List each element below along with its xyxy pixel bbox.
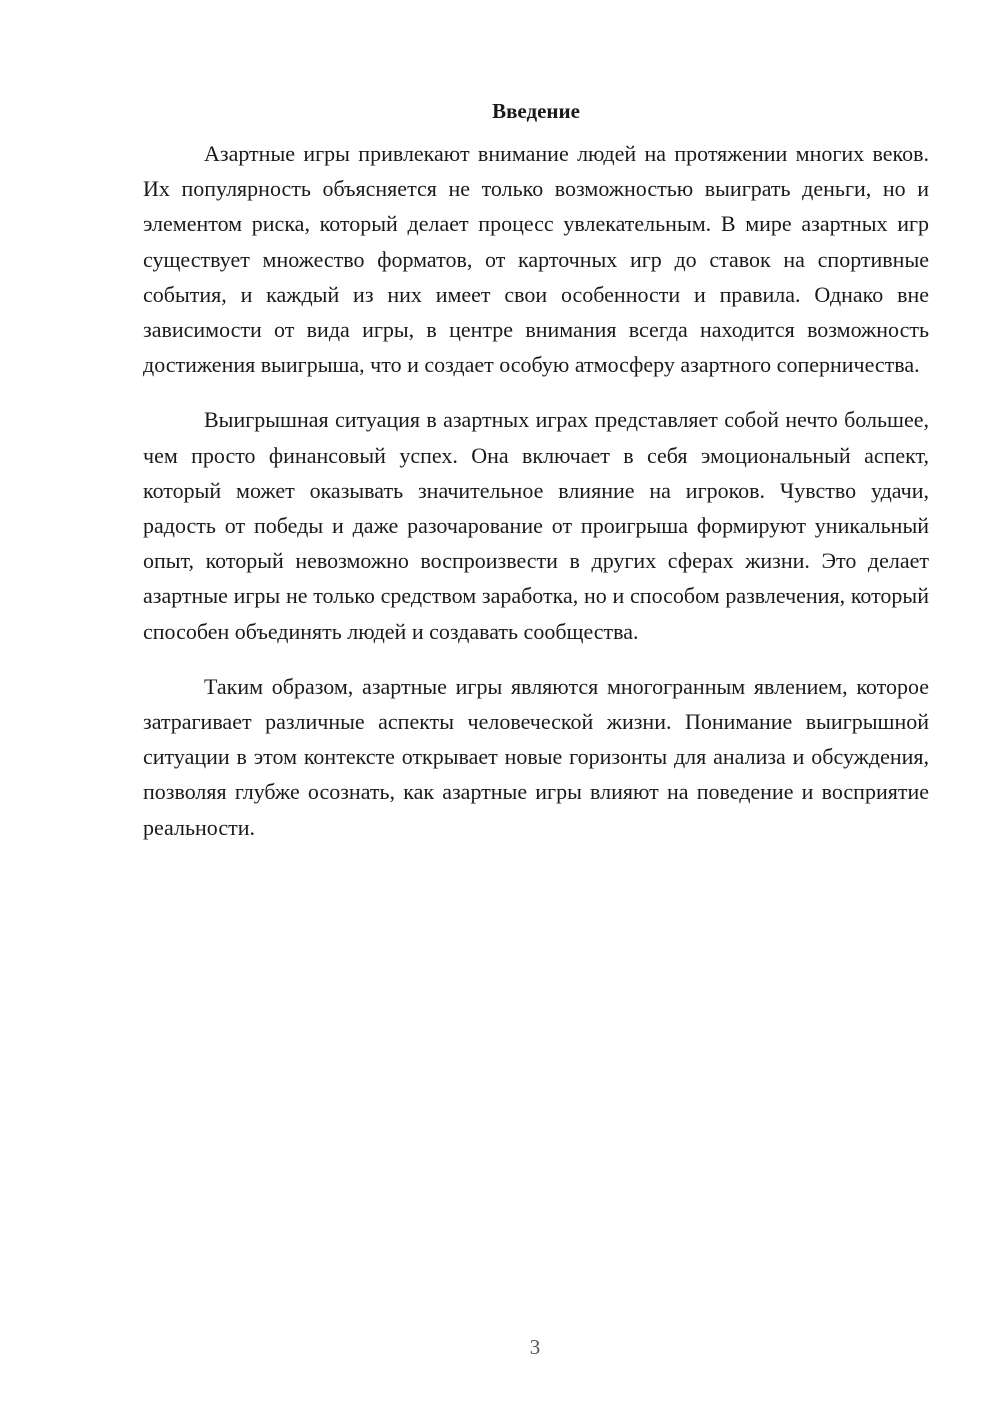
page-content	[143, 96, 929, 865]
page-number: 3	[529, 1335, 541, 1359]
section-title: Введение	[492, 99, 580, 123]
paragraph-1: Азартные игры привлекают внимание людей на протяжении многих веков. Их популярность объясняется не только возможностью выиграть деньги, но и элементом риска, который делает процесс увлекательным. В мире азартных игр существует множество форматов, от карточных игр до ставок на спортивные события, и каждый из них имеет свои особенности и правила. Однако вне зависимости от вида игры, в центре внимания всегда находится возможность достижения выигрыша, что и создает особую атмосферу азартного соперничества.	[143, 141, 929, 378]
paragraph-3: Таким образом, азартные игры являются многогранным явлением, которое затрагивает различные аспекты человеческой жизни. Понимание выигрышной ситуации в этом контексте открывает новые горизонты для анализа и обсуждения, позволяя глубже осознать, как азартные игры влияют на поведение и восприятие реальности.	[143, 673, 929, 840]
paragraph-2: Выигрышная ситуация в азартных играх представляет собой нечто большее, чем просто финансовый успех. Она включает в себя эмоциональный аспект, который может оказывать значительное влияние на игроков. Чувство удачи, радость от победы и даже разочарование от проигрыша формируют уникальный опыт, который невозможно воспроизвести в других сферах жизни. Это делает азартные игры не только средством заработка, но и способом развлечения, который способен объединять людей и создавать сообщества.	[143, 407, 929, 644]
